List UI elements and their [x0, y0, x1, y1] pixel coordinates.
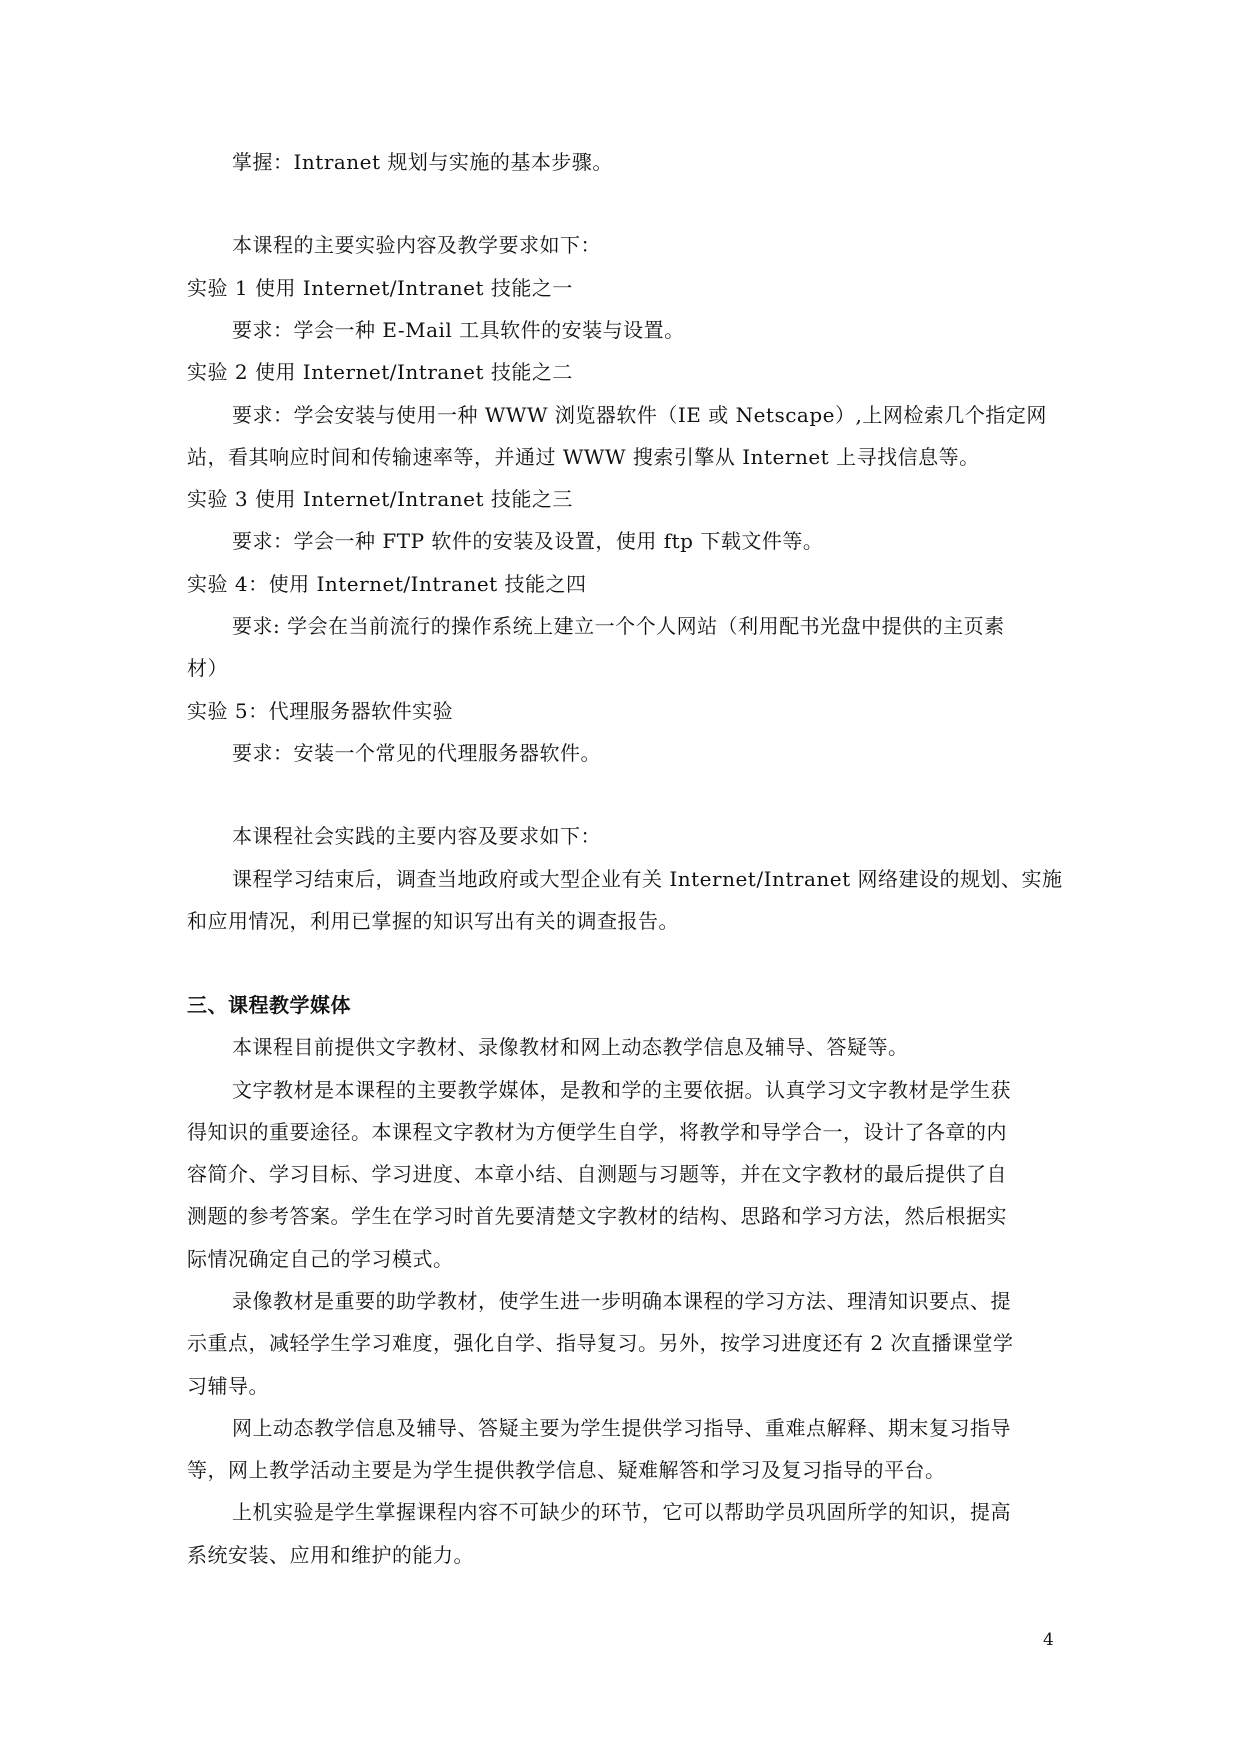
- text-line: 材）: [187, 656, 228, 680]
- text-line: 际情况确定自己的学习模式。: [187, 1247, 454, 1271]
- text-line: 要求: 学会在当前流行的操作系统上建立一个个人网站（利用配书光盘中提供的主页素: [232, 614, 1005, 638]
- text-line: 要求：安装一个常见的代理服务器软件。: [232, 741, 601, 765]
- text-line: 实验 2 使用 Internet/Intranet 技能之二: [187, 360, 573, 384]
- text-line: 掌握：Intranet 规划与实施的基本步骤。: [232, 150, 613, 174]
- text-line: 本课程目前提供文字教材、录像教材和网上动态教学信息及辅导、答疑等。: [232, 1035, 909, 1059]
- text-line: 测题的参考答案。学生在学习时首先要清楚文字教材的结构、思路和学习方法，然后根据实: [187, 1204, 1007, 1228]
- text-line: 要求：学会一种 E-Mail 工具软件的安装与设置。: [232, 318, 685, 342]
- text-line: 课程学习结束后，调查当地政府或大型企业有关 Internet/Intranet 网络建设的规划、实施: [232, 867, 1063, 891]
- text-line: 实验 4：使用 Internet/Intranet 技能之四: [187, 572, 587, 596]
- text-line: 要求：学会安装与使用一种 WWW 浏览器软件（IE 或 Netscape）,上网检索几个指定网: [232, 403, 1047, 427]
- text-line: 实验 3 使用 Internet/Intranet 技能之三: [187, 487, 573, 511]
- text-line: 实验 5：代理服务器软件实验: [187, 699, 454, 723]
- text-line: 文字教材是本课程的主要教学媒体，是教和学的主要依据。认真学习文字教材是学生获: [232, 1078, 1011, 1102]
- page-number: 4: [1043, 1630, 1054, 1650]
- text-line: 要求：学会一种 FTP 软件的安装及设置，使用 ftp 下载文件等。: [232, 529, 824, 553]
- text-line: 网上动态教学信息及辅导、答疑主要为学生提供学习指导、重难点解释、期末复习指导: [232, 1416, 1011, 1440]
- text-line: 容简介、学习目标、学习进度、本章小结、自测题与习题等，并在文字教材的最后提供了自: [187, 1162, 1007, 1186]
- text-line: 示重点，减轻学生学习难度，强化自学、指导复习。另外，按学习进度还有 2 次直播课堂学: [187, 1331, 1014, 1355]
- text-line: 站，看其响应时间和传输速率等，并通过 WWW 搜索引擎从 Internet 上寻找信息等。: [187, 445, 980, 469]
- text-line: 实验 1 使用 Internet/Intranet 技能之一: [187, 276, 573, 300]
- section-heading: 三、课程教学媒体: [187, 993, 351, 1017]
- text-line: 录像教材是重要的助学教材，使学生进一步明确本课程的学习方法、理清知识要点、提: [232, 1289, 1011, 1313]
- text-line: 上机实验是学生掌握课程内容不可缺少的环节，它可以帮助学员巩固所学的知识，提高: [232, 1500, 1011, 1524]
- text-line: 习辅导。: [187, 1374, 269, 1398]
- text-line: 本课程的主要实验内容及教学要求如下：: [232, 233, 601, 257]
- text-line: 本课程社会实践的主要内容及要求如下：: [232, 824, 601, 848]
- text-line: 系统安装、应用和维护的能力。: [187, 1543, 474, 1567]
- text-line: 等，网上教学活动主要是为学生提供教学信息、疑难解答和学习及复习指导的平台。: [187, 1458, 946, 1482]
- text-line: 得知识的重要途径。本课程文字教材为方便学生自学，将教学和导学合一，设计了各章的内: [187, 1120, 1007, 1144]
- text-line: 和应用情况，利用已掌握的知识写出有关的调查报告。: [187, 909, 679, 933]
